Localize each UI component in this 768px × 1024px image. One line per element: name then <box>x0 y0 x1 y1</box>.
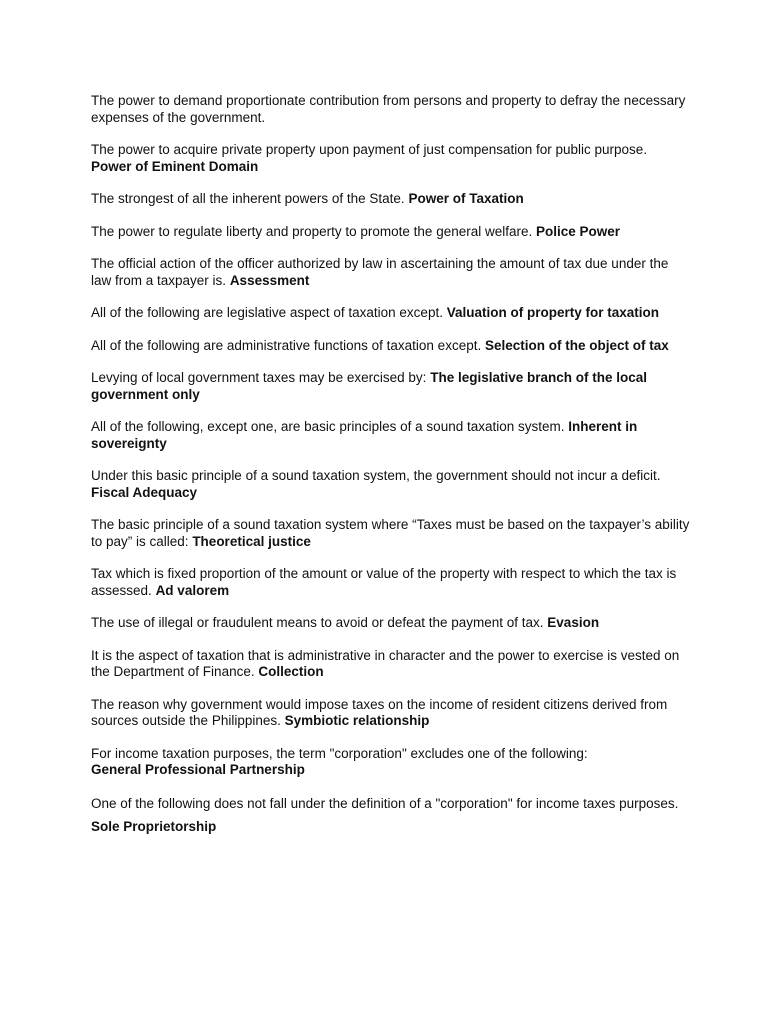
question-item <box>91 792 691 838</box>
question-item <box>91 305 691 322</box>
answer-text: Evasion <box>547 615 600 630</box>
question-text: The official action of the officer authorized by law in ascertaining the amount of tax due under the law from a taxpayer is. <box>91 256 669 288</box>
question-text: Levying of local government taxes may be exercised by: <box>91 370 427 385</box>
question-text: All of the following are administrative functions of taxation except. <box>91 337 482 353</box>
question-item <box>91 93 691 126</box>
question-text: Under this basic principle of a sound taxation system, the government should not incur a deficit. <box>91 468 661 483</box>
question-item <box>91 468 691 501</box>
question-text: The reason why government would impose taxes on the income of resident citizens derived from sources outside the Philippines. <box>91 696 668 728</box>
answer-text: Collection <box>258 664 324 679</box>
question-text: One of the following does not fall under the definition of a "corporation" for income taxes purposes. <box>91 795 679 811</box>
question-text: Tax which is fixed proportion of the amount or value of the property with respect to which the tax is assessed. <box>91 566 677 598</box>
answer-text: Inherent in sovereignty <box>91 419 638 451</box>
answer-text: Theoretical justice <box>192 533 311 549</box>
question-item <box>91 697 691 730</box>
answer-text: The legislative branch of the local government only <box>91 370 648 402</box>
answer-text: Selection of the object of tax <box>484 337 669 353</box>
answer-text: Ad valorem <box>155 582 230 598</box>
question-item <box>91 419 691 452</box>
question-text: The power to demand proportionate contribution from persons and property to defray the necessary expenses of the government. <box>91 93 686 125</box>
document-page <box>91 93 691 854</box>
question-item <box>91 648 691 681</box>
question-text: The use of illegal or fraudulent means to avoid or defeat the payment of tax. <box>91 615 544 630</box>
answer-text: Valuation of property for taxation <box>446 305 659 320</box>
answer-text: Sole Proprietorship <box>91 818 217 834</box>
answer-text: General Professional Partnership <box>91 762 305 777</box>
question-text: The basic principle of a sound taxation system where “Taxes must be based on the taxpayer’s ability to pay” is called: <box>91 517 690 549</box>
question-item <box>91 370 691 403</box>
question-text: The strongest of all the inherent powers of the State. <box>91 191 405 206</box>
question-item <box>91 566 691 599</box>
question-text: All of the following are legislative aspect of taxation except. <box>91 305 443 320</box>
question-item <box>91 746 691 779</box>
question-text: It is the aspect of taxation that is administrative in character and the power to exercise is vested on the Department of Finance. <box>91 647 680 679</box>
question-text: All of the following, except one, are basic principles of a sound taxation system. <box>91 419 565 434</box>
question-item <box>91 338 691 355</box>
question-item <box>91 615 691 632</box>
question-item <box>91 191 691 208</box>
answer-text: Symbiotic relationship <box>284 713 430 728</box>
question-item <box>91 142 691 175</box>
answer-text: Power of Eminent Domain <box>91 158 259 174</box>
question-text: The power to regulate liberty and property to promote the general welfare. <box>91 223 533 239</box>
question-item <box>91 517 691 550</box>
answer-text: Fiscal Adequacy <box>91 484 198 500</box>
answer-text: Assessment <box>229 272 310 288</box>
question-item <box>91 224 691 241</box>
answer-text: Power of Taxation <box>408 191 524 206</box>
question-text: For income taxation purposes, the term "corporation" excludes one of the following: <box>91 745 588 761</box>
answer-text: Police Power <box>536 223 621 239</box>
question-item <box>91 256 691 289</box>
question-text: The power to acquire private property upon payment of just compensation for public purpose. <box>91 142 648 157</box>
